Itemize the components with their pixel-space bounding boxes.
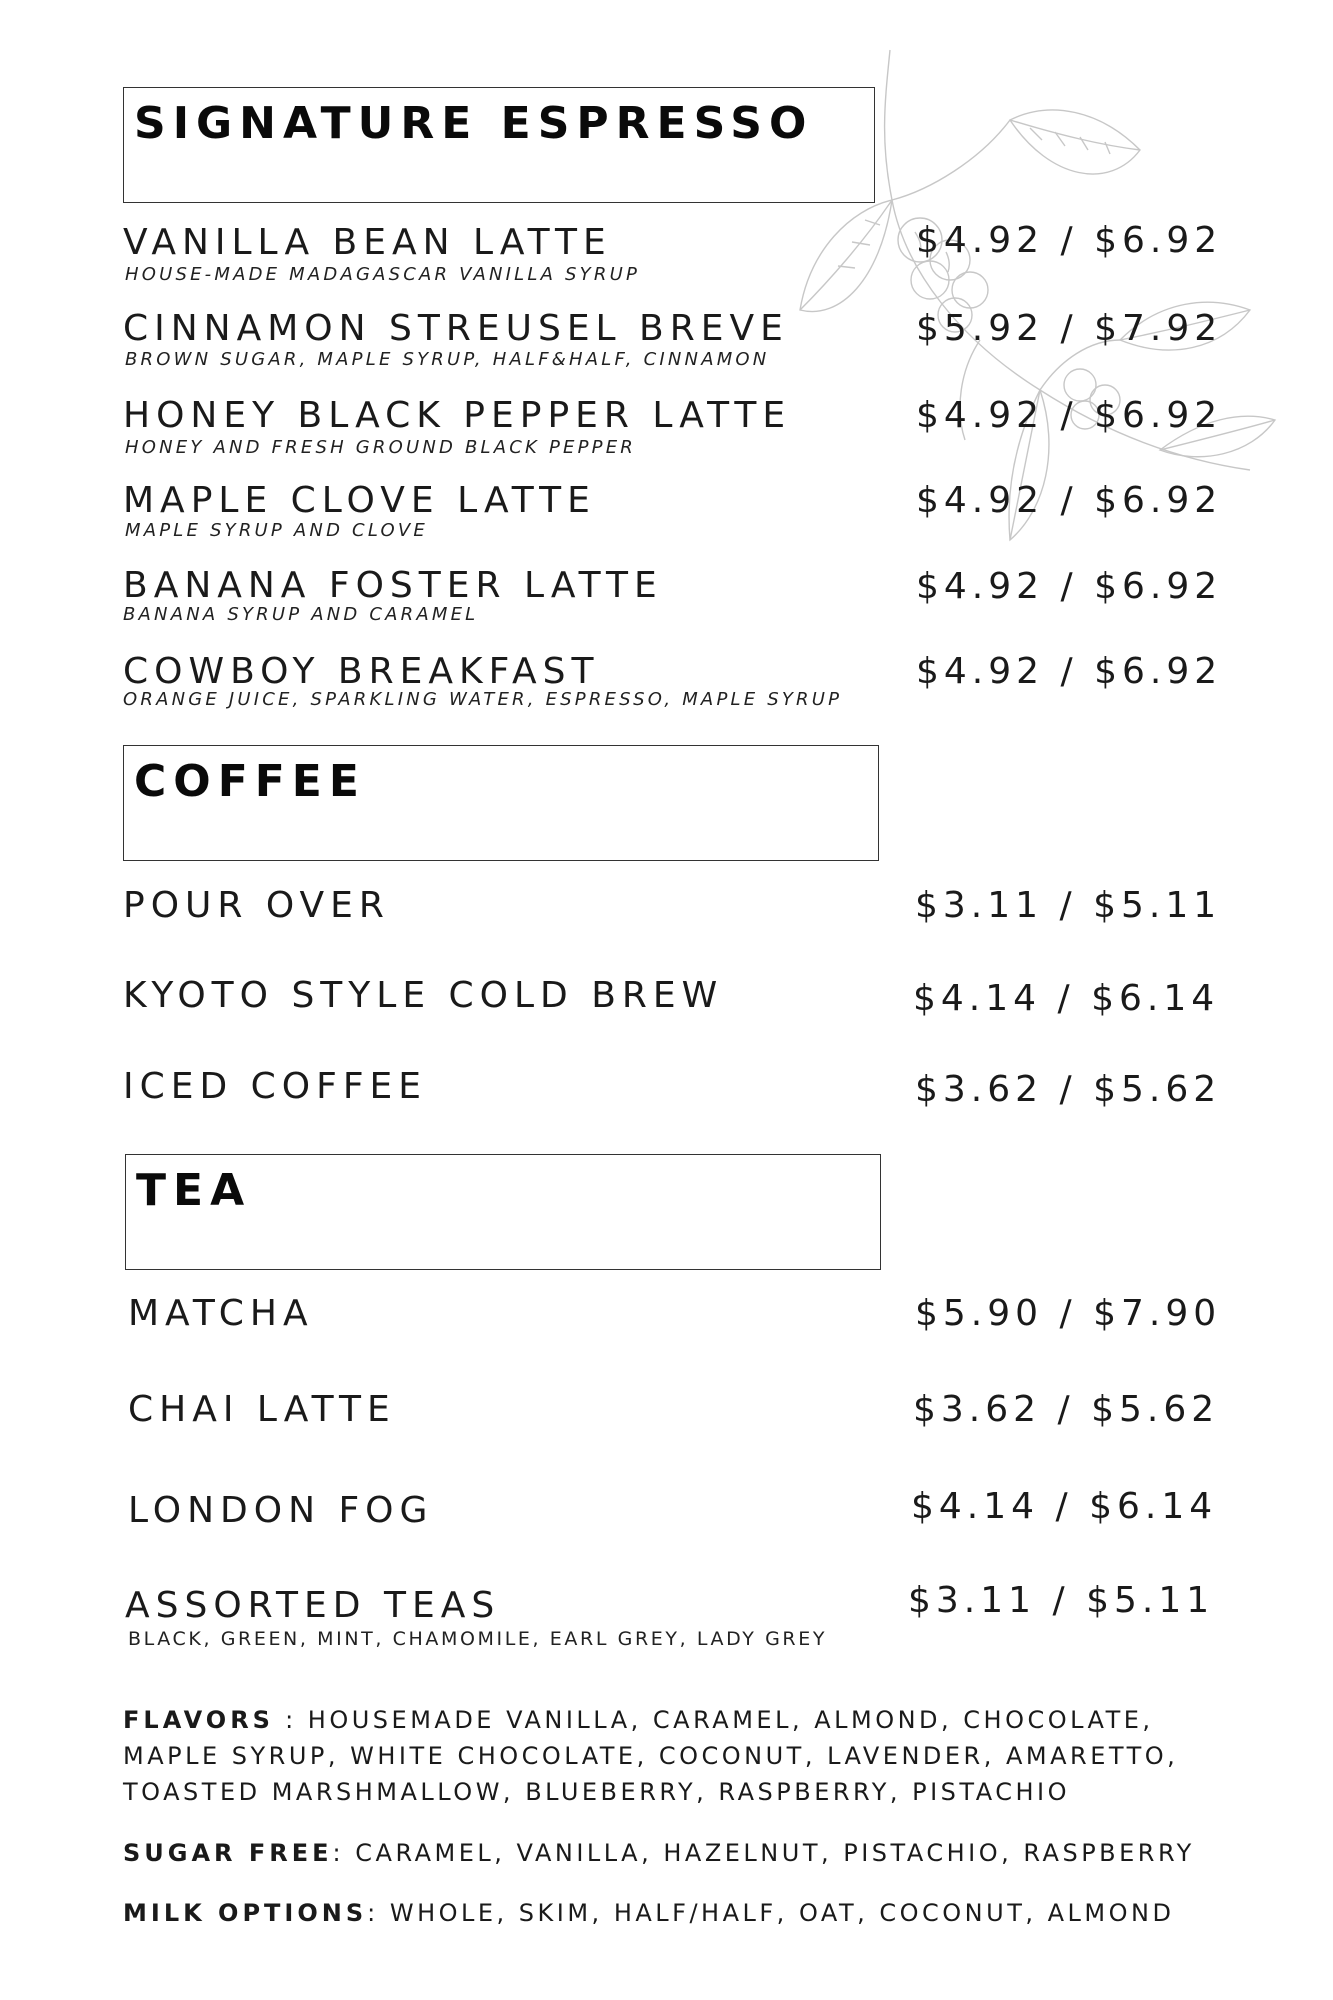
milk-options-note: [123, 1895, 1253, 1931]
tea-header: [125, 1154, 881, 1270]
item-name: CINNAMON STREUSEL BREVE: [123, 308, 789, 349]
sugar-free-label: SUGAR FREE: [123, 1839, 333, 1867]
item-price: $3.62 / $5.62: [913, 1389, 1220, 1430]
item-name: MAPLE CLOVE LATTE: [123, 480, 596, 521]
sugar-free-note: [123, 1835, 1253, 1871]
section-title: TEA: [136, 1165, 252, 1216]
flavors-note: [123, 1702, 1253, 1810]
item-name: KYOTO STYLE COLD BREW: [123, 975, 724, 1016]
item-description: BANANA SYRUP AND CARAMEL: [123, 604, 479, 625]
item-price: $3.62 / $5.62: [915, 1069, 1222, 1110]
flavors-list: : HOUSEMADE VANILLA, CARAMEL, ALMOND, CHOCOLATE, MAPLE SYRUP, WHITE CHOCOLATE, COCONUT, LAVENDER, AMARETTO, TOASTED MARSHMALLOW, BLUEBERRY, RASPBERRY, PISTACHIO: [123, 1706, 1179, 1806]
signature-espresso-header: [123, 87, 875, 203]
item-price: $4.92 / $6.92: [916, 395, 1223, 436]
item-name: BANANA FOSTER LATTE: [123, 565, 663, 606]
item-name: ASSORTED TEAS: [125, 1585, 501, 1626]
item-description: BROWN SUGAR, MAPLE SYRUP, HALF&HALF, CINNAMON: [125, 349, 770, 370]
sugar-free-list: : CARAMEL, VANILLA, HAZELNUT, PISTACHIO, RASPBERRY: [332, 1839, 1195, 1867]
section-title: COFFEE: [134, 756, 366, 807]
item-description: HOUSE-MADE MADAGASCAR VANILLA SYRUP: [125, 264, 641, 285]
item-name: COWBOY BREAKFAST: [123, 651, 600, 692]
item-price: $3.11 / $5.11: [908, 1580, 1215, 1621]
item-name: MATCHA: [128, 1293, 314, 1334]
item-name: ICED COFFEE: [123, 1066, 428, 1107]
item-name: LONDON FOG: [128, 1490, 434, 1531]
item-price: $4.14 / $6.14: [911, 1486, 1218, 1527]
item-description: ORANGE JUICE, SPARKLING WATER, ESPRESSO, MAPLE SYRUP: [123, 689, 843, 710]
item-price: $5.90 / $7.90: [915, 1293, 1222, 1334]
item-name: VANILLA BEAN LATTE: [123, 222, 612, 263]
milk-options-list: : WHOLE, SKIM, HALF/HALF, OAT, COCONUT, ALMOND: [367, 1899, 1175, 1927]
item-name: POUR OVER: [123, 885, 390, 926]
item-price: $4.92 / $6.92: [916, 480, 1223, 521]
item-price: $4.14 / $6.14: [913, 978, 1220, 1019]
item-price: $4.92 / $6.92: [916, 651, 1223, 692]
item-description: MAPLE SYRUP AND CLOVE: [125, 520, 428, 541]
item-name: CHAI LATTE: [128, 1389, 396, 1430]
coffee-header: [123, 745, 879, 861]
item-description: HONEY AND FRESH GROUND BLACK PEPPER: [125, 437, 636, 458]
item-name: HONEY BLACK PEPPER LATTE: [123, 395, 792, 436]
item-price: $4.92 / $6.92: [916, 566, 1223, 607]
flavors-label: FLAVORS: [123, 1706, 274, 1734]
item-description: BLACK, GREEN, MINT, CHAMOMILE, EARL GREY, LADY GREY: [128, 1628, 828, 1650]
item-price: $3.11 / $5.11: [915, 885, 1222, 926]
item-price: $5.92 / $7.92: [916, 308, 1223, 349]
section-title: SIGNATURE ESPRESSO: [134, 98, 814, 149]
item-price: $4.92 / $6.92: [916, 220, 1223, 261]
milk-options-label: MILK OPTIONS: [123, 1899, 368, 1927]
